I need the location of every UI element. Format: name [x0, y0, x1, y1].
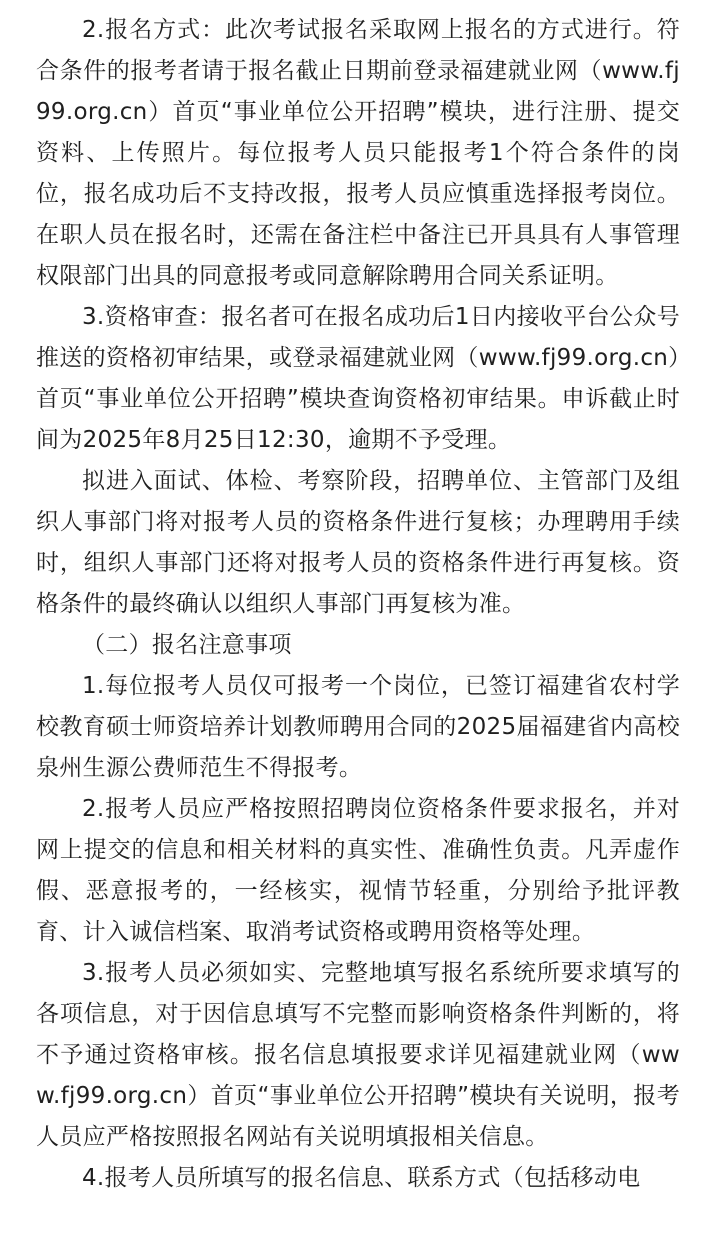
paragraph-note-1: 1.每位报考人员仅可报考一个岗位，已签订福建省农村学校教育硕士师资培养计划教师聘用合同的2025届福建省内高校泉州生源公费师范生不得报考。 — [36, 673, 680, 781]
paragraph-note-3: 3.报考人员必须如实、完整地填写报名系统所要求填写的各项信息，对于因信息填写不完整而影响资格条件判断的，将不予通过资格审核。报名信息填报要求详见福建就业网（www.fj99.org.cn）首页“事业单位公开招聘”模块有关说明，报考人员应严格按照报名网站有关说明填报相关信息。 — [36, 960, 680, 1150]
paragraph-note-4: 4.报考人员所填写的报名信息、联系方式（包括移动电 — [82, 1165, 641, 1191]
paragraph-note-2: 2.报考人员应严格按照招聘岗位资格条件要求报名，并对网上提交的信息和相关材料的真实性、准确性负责。凡弄虚作假、恶意报考的，一经核实，视情节轻重，分别给予批评教育、计入诚信档案、取消考试资格或聘用资格等处理。 — [36, 796, 680, 945]
paragraph-registration-method: 2.报名方式：此次考试报名采取网上报名的方式进行。符合条件的报考者请于报名截止日期前登录福建就业网（www.fj99.org.cn）首页“事业单位公开招聘”模块，进行注册、提交资料、上传照片。每位报考人员只能报考1个符合条件的岗位，报名成功后不支持改报，报考人员应慎重选择报考岗位。在职人员在报名时，还需在备注栏中备注已开具具有人事管理权限部门出具的同意报考或同意解除聘用合同关系证明。 — [36, 17, 680, 289]
section-heading-notes: （二）报名注意事项 — [82, 632, 292, 658]
paragraph-qualification-review: 3.资格审查：报名者可在报名成功后1日内接收平台公众号推送的资格初审结果，或登录福建就业网（www.fj99.org.cn）首页“事业单位公开招聘”模块查询资格初审结果。申诉截止时间为2025年8月25日12:30，逾期不予受理。 — [36, 304, 680, 453]
paragraph-recheck: 拟进入面试、体检、考察阶段，招聘单位、主管部门及组织人事部门将对报考人员的资格条件进行复核；办理聘用手续时，组织人事部门还将对报考人员的资格条件进行再复核。资格条件的最终确认以组织人事部门再复核为准。 — [36, 468, 680, 617]
